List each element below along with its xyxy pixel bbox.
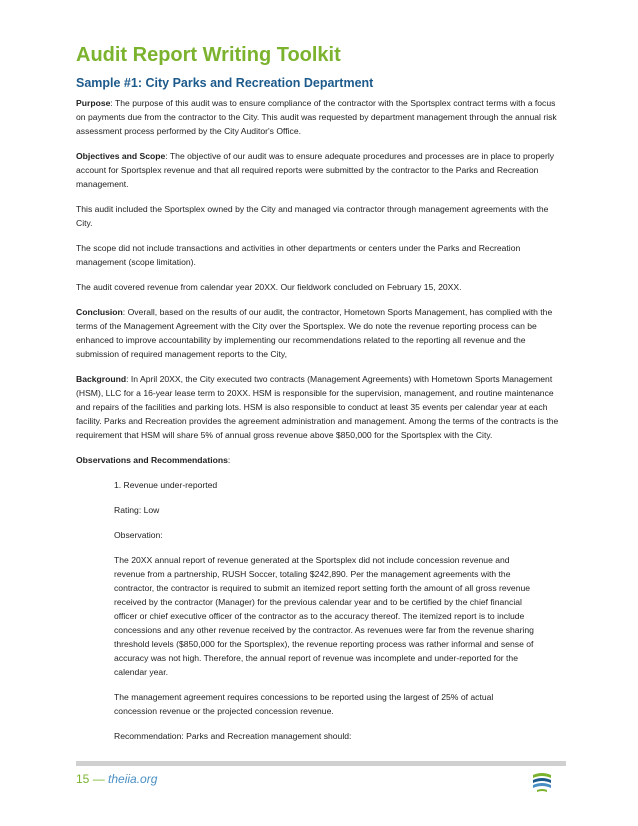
footer-site-link[interactable]: theiia.org: [108, 772, 158, 786]
objectives-text: : The objective of our audit was to ensure adequate procedures and processes are in place to properly account for Sportsplex revenue and that all required reports were submitted by the contractor to the Parks and Recreation management.: [76, 151, 555, 189]
conclusion-paragraph: [76, 305, 566, 361]
report-body: [76, 96, 566, 754]
purpose-label: Purpose: [76, 98, 111, 108]
conclusion-label: Conclusion: [76, 307, 123, 317]
observation-label: Observation:: [114, 530, 163, 540]
iia-logo-icon: [530, 770, 554, 794]
purpose-text: : The purpose of this audit was to ensure compliance of the contractor with the Sportsplex contract terms with a focus on payments due from the contractor to the City. This audit was requested by department management through the annual risk assessment process performed by the City Auditor's Office.: [76, 98, 557, 136]
purpose-paragraph: [76, 96, 566, 138]
objectives-paragraph: [76, 149, 566, 191]
background-text: : In April 20XX, the City executed two contracts (Management Agreements) with Hometown Sports Management (HSM), LLC for a 16-year lease term to 20XX. HSM is responsible for the supervision, management, and routine maintenance and repairs of the facilities and parking lots. HSM is also responsible to conduct at least 35 events per calendar year at each facility. Parks and Recreation provides the agreement administration and management. Among the terms of the contracts is the requirement that HSM will share 5% of annual gross revenue above $850,000 for the Sportsplex with the City.: [76, 374, 559, 440]
background-label: Background: [76, 374, 127, 384]
footer-dash: —: [89, 772, 109, 786]
revenue-period-paragraph: The audit covered revenue from calendar year 20XX. Our fieldwork concluded on February 15, 20XX.: [76, 282, 462, 292]
concessions-paragraph: The management agreement requires concessions to be reported using the largest of 25% of actual concession revenue or the projected concession revenue.: [114, 692, 494, 716]
footer-divider: [76, 761, 566, 766]
page-number: 15: [76, 772, 90, 786]
observations-heading: [76, 453, 566, 467]
section-subtitle: Sample #1: City Parks and Recreation Department: [76, 76, 374, 90]
observations-label: Observations and Recommendations: [76, 455, 228, 465]
observation-paragraph: The 20XX annual report of revenue generated at the Sportsplex did not include concession revenue and revenue from a partnership, RUSH Soccer, totaling $242,890. Per the management agreements with the contractor, the contractor is required to submit an itemized report setting forth the amount of all gross revenue received by the contractor (Manager) for the previous calendar year and to be certified by the chief financial officer or chief executive officer of the contractor as to the accuracy thereof. The itemized report is to include concessions and any other revenue received by the contractor. As revenues were far from the revenue sharing threshold levels ($850,000 for the Sportsplex), the revenue reporting process was rather informal and sense of accuracy was not high. Therefore, the annual report of revenue was incomplete and under-reported for the calendar year.: [114, 555, 534, 677]
objectives-label: Objectives and Scope: [76, 151, 166, 161]
sportsplex-paragraph: This audit included the Sportsplex owned by the City and managed via contractor through management agreements with the City.: [76, 204, 549, 228]
page-title: Audit Report Writing Toolkit: [76, 44, 341, 66]
item-title: 1. Revenue under-reported: [114, 480, 218, 490]
conclusion-text: : Overall, based on the results of our audit, the contractor, Hometown Sports Management, has complied with the terms of the Management Agreement with the City over the Sportsplex. We do note the revenue reporting process can be enhanced to improve accountability by implementing our recommendations related to the reporting all revenue and the submission of required management reports to the City,: [76, 307, 553, 359]
recommendation-paragraph: Recommendation: Parks and Recreation management should:: [114, 731, 352, 741]
observations-colon: :: [227, 455, 231, 465]
footer: [76, 772, 157, 786]
background-paragraph: [76, 372, 566, 442]
rating-text: Rating: Low: [114, 505, 160, 515]
scope-paragraph: The scope did not include transactions and activities in other departments or centers under the Parks and Recreation management (scope limitation).: [76, 243, 521, 267]
